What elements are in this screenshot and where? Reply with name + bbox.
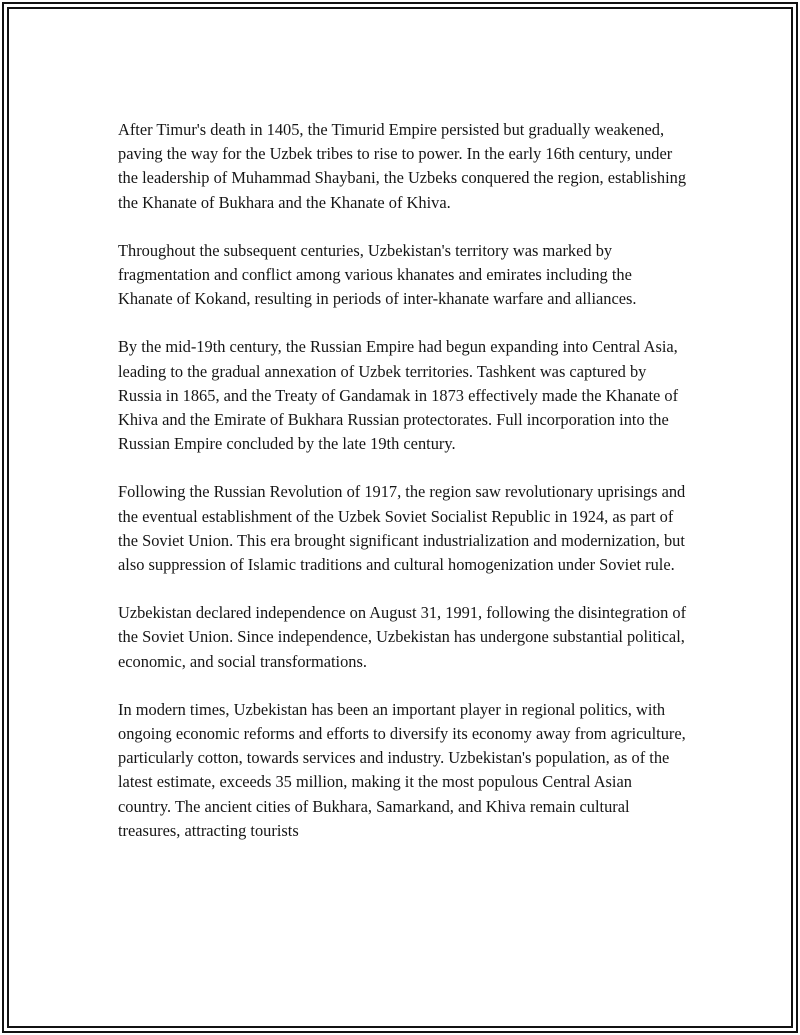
paragraph-timurid-decline: After Timur's death in 1405, the Timurid Empire persisted but gradually weakened, paving the way for the Uzbek tribes to rise to power. In the early 16th century, under the leadership of Muhammad Shaybani, the Uzbeks conquered the region, establishing the Khanate of Bukhara and the Khanate of Khiva. bbox=[118, 120, 687, 212]
document-body bbox=[118, 118, 688, 867]
paragraph-modern-times: In modern times, Uzbekistan has been an important player in regional politics, with ongoing economic reforms and efforts to diversify its economy away from agriculture, particularly cotton, towards services and industry. Uzbekistan's population, as of the latest estimate, exceeds 35 million, making it the most populous Central Asian country. The ancient cities of Bukhara, Samarkand, and Khiva remain cultural treasures, attracting tourists bbox=[118, 699, 686, 840]
paragraph-khanates-fragmentation: Throughout the subsequent centuries, Uzbekistan's territory was marked by fragmentation and conflict among various khanates and emirates including the Khanate of Kokand, resulting in periods of inter-khanate warfare and alliances. bbox=[118, 240, 637, 309]
paragraph-soviet-era: Following the Russian Revolution of 1917, the region saw revolutionary uprisings and the eventual establishment of the Uzbek Soviet Socialist Republic in 1924, as part of the Soviet Union. This era brought significant industrialization and modernization, but also suppression of Islamic traditions and cultural homogenization under Soviet rule. bbox=[118, 482, 686, 575]
paragraph-independence: Uzbekistan declared independence on August 31, 1991, following the disintegration of the Soviet Union. Since independence, Uzbekistan has undergone substantial political, economic, and social transformations. bbox=[118, 603, 687, 671]
paragraph-russian-expansion: By the mid-19th century, the Russian Empire had begun expanding into Central Asia, leading to the gradual annexation of Uzbek territories. Tashkent was captured by Russia in 1865, and the Treaty of Gandamak in 1873 effectively made the Khanate of Khiva and the Emirate of Bukhara Russian protectorates. Full incorporation into the Russian Empire concluded by the late 19th century. bbox=[118, 337, 679, 454]
